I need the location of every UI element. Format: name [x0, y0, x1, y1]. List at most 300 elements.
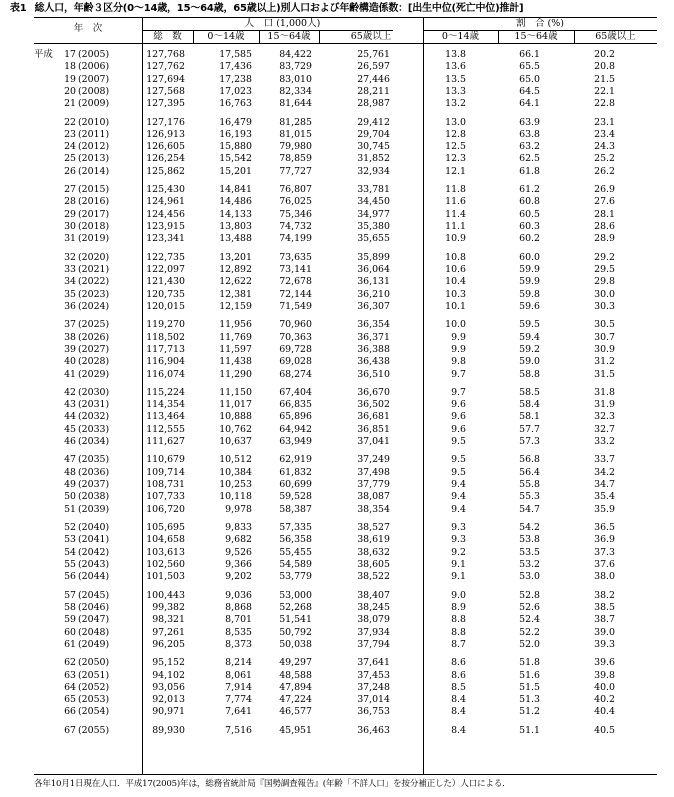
cell-pop-15-64: 49,297 [279, 657, 312, 669]
cell-year [34, 196, 142, 208]
cell-pop-15-64: 76,807 [279, 184, 312, 196]
cell-ratio-0-14: 8.6 [451, 657, 466, 669]
heisei-year: 19 [64, 73, 76, 85]
cell-ratio-0-14: 8.4 [451, 706, 466, 718]
cell-ratio-65-plus: 29.5 [594, 264, 615, 276]
cell-year [34, 491, 142, 503]
cell-ratio-0-14: 11.1 [445, 221, 466, 233]
western-year: (2040) [78, 522, 110, 534]
cell-ratio-65-plus: 34.7 [594, 479, 615, 491]
cell-total: 120,015 [146, 300, 185, 312]
heisei-year: 47 [64, 454, 76, 466]
heisei-year: 50 [64, 491, 76, 503]
table-row [34, 233, 615, 245]
cell-pop-15-64: 69,728 [279, 343, 312, 355]
cell-ratio-0-14: 8.5 [451, 681, 466, 693]
cell-total: 127,176 [146, 116, 185, 128]
western-year: (2006) [78, 61, 110, 73]
cell-ratio-15-64: 66.1 [519, 49, 540, 60]
cell-total: 120,735 [146, 288, 185, 300]
cell-total: 124,456 [146, 208, 185, 220]
cell-ratio-15-64: 52.0 [519, 638, 540, 650]
cell-pop-15-64: 74,732 [279, 221, 312, 233]
table-row [34, 129, 615, 141]
cell-ratio-65-plus: 39.8 [594, 669, 615, 681]
cell-year [34, 657, 142, 669]
cell-ratio-15-64: 63.9 [519, 116, 540, 128]
heisei-year: 65 [64, 694, 76, 706]
table-row [34, 301, 615, 313]
western-year: (2031) [78, 399, 110, 411]
cell-pop-65-plus: 36,510 [357, 368, 390, 380]
cell-pop-15-64: 47,224 [279, 694, 312, 706]
cell-ratio-65-plus: 31.8 [594, 386, 615, 398]
cell-year [34, 356, 142, 368]
cell-pop-65-plus: 37,498 [357, 466, 390, 478]
cell-ratio-65-plus: 32.3 [594, 411, 615, 423]
cell-year [34, 141, 142, 153]
western-year: (2036) [78, 466, 110, 478]
cell-ratio-0-14: 13.8 [445, 49, 466, 60]
table-row [34, 436, 615, 448]
cell-ratio-15-64: 56.4 [519, 466, 540, 478]
cell-pop-0-14: 9,682 [225, 534, 252, 546]
cell-pop-65-plus: 35,380 [357, 221, 390, 233]
cell-pop-15-64: 57,335 [279, 522, 312, 534]
cell-pop-65-plus: 37,779 [357, 479, 390, 491]
cell-ratio-65-plus: 30.7 [594, 331, 615, 343]
cell-ratio-0-14: 11.4 [445, 208, 466, 220]
col-header-ratio-0-14: 0～14歳 [441, 31, 480, 42]
cell-pop-0-14: 12,381 [219, 288, 252, 300]
cell-ratio-65-plus: 28.1 [594, 208, 615, 220]
cell-pop-15-64: 84,422 [279, 49, 312, 60]
heisei-year: 56 [64, 571, 76, 583]
table-row [34, 694, 615, 706]
table-row [34, 614, 615, 626]
cell-ratio-15-64: 57.7 [519, 423, 540, 435]
western-year: (2053) [78, 694, 110, 706]
table-row [34, 467, 615, 479]
cell-total: 111,627 [146, 436, 185, 448]
cell-pop-15-64: 76,025 [279, 196, 312, 208]
cell-year [34, 522, 142, 534]
heisei-year: 39 [64, 343, 76, 355]
table-title-text: 総人口，年齢３区分(0～14歳，15～64歳，65歳以上)別人口および年齢構造係数：[出生中位(死亡中位)推計] [34, 3, 524, 14]
heisei-year: 42 [64, 386, 76, 398]
cell-ratio-0-14: 8.9 [451, 601, 466, 613]
cell-year [34, 61, 142, 73]
cell-pop-0-14: 8,214 [225, 657, 252, 669]
cell-pop-0-14: 10,384 [219, 466, 252, 478]
cell-year [34, 411, 142, 423]
table-row [34, 319, 615, 331]
cell-ratio-15-64: 51.6 [519, 669, 540, 681]
cell-pop-15-64: 54,589 [279, 558, 312, 570]
western-year: (2022) [78, 276, 110, 288]
cell-pop-65-plus: 36,131 [357, 276, 390, 288]
table-row [34, 332, 615, 344]
cell-pop-15-64: 52,268 [279, 601, 312, 613]
cell-ratio-15-64: 56.8 [519, 454, 540, 466]
cell-ratio-15-64: 58.8 [519, 368, 540, 380]
western-year: (2038) [78, 491, 110, 503]
cell-pop-65-plus: 38,354 [357, 503, 390, 515]
cell-pop-15-64: 46,577 [279, 706, 312, 718]
cell-total: 125,862 [146, 165, 185, 177]
cell-ratio-65-plus: 40.4 [594, 706, 615, 718]
table-row [34, 166, 615, 178]
cell-pop-65-plus: 36,307 [357, 300, 390, 312]
heisei-year: 17 [64, 49, 76, 60]
cell-total: 110,679 [146, 454, 185, 466]
cell-pop-15-64: 61,832 [279, 466, 312, 478]
cell-pop-65-plus: 28,987 [357, 98, 390, 110]
cell-ratio-65-plus: 27.6 [594, 196, 615, 208]
cell-ratio-0-14: 9.3 [451, 534, 466, 546]
cell-ratio-65-plus: 20.2 [594, 49, 615, 60]
cell-ratio-65-plus: 32.7 [594, 423, 615, 435]
table-row [34, 344, 615, 356]
table-row [34, 504, 615, 516]
cell-ratio-15-64: 60.2 [519, 233, 540, 245]
table-row [34, 117, 615, 129]
cell-ratio-65-plus: 36.5 [594, 522, 615, 534]
cell-ratio-15-64: 63.8 [519, 128, 540, 140]
cell-total: 93,056 [152, 681, 185, 693]
cell-year [34, 289, 142, 301]
cell-year [34, 424, 142, 436]
table-row [34, 221, 615, 233]
cell-pop-0-14: 11,597 [219, 343, 252, 355]
cell-pop-0-14: 16,479 [219, 116, 252, 128]
cell-ratio-0-14: 9.6 [451, 411, 466, 423]
cell-year [34, 454, 142, 466]
header-bottom-rule [34, 43, 657, 44]
table-row [34, 559, 615, 571]
heisei-year: 34 [64, 276, 76, 288]
western-year: (2028) [78, 356, 110, 368]
cell-pop-0-14: 9,978 [225, 503, 252, 515]
cell-total: 105,695 [146, 522, 185, 534]
cell-pop-0-14: 14,841 [219, 184, 252, 196]
cell-total: 113,464 [146, 411, 185, 423]
cell-pop-0-14: 11,769 [219, 331, 252, 343]
cell-ratio-15-64: 57.3 [519, 436, 540, 448]
cell-pop-0-14: 11,150 [219, 386, 252, 398]
cell-ratio-0-14: 13.2 [445, 98, 466, 110]
table-row [34, 141, 615, 153]
cell-pop-65-plus: 36,064 [357, 264, 390, 276]
cell-ratio-65-plus: 29.8 [594, 276, 615, 288]
cell-pop-15-64: 78,859 [279, 153, 312, 165]
cell-pop-0-14: 10,118 [219, 491, 252, 503]
western-year: (2010) [78, 116, 110, 128]
ratio-group-header: 割 合 (%) [516, 18, 564, 29]
cell-ratio-0-14: 12.8 [445, 128, 466, 140]
cell-year [34, 639, 142, 651]
cell-ratio-0-14: 9.5 [451, 454, 466, 466]
cell-ratio-15-64: 64.1 [519, 98, 540, 110]
table-row [34, 184, 615, 196]
col-header-age-65-plus: 65歳以上 [350, 31, 392, 42]
western-year: (2018) [78, 221, 110, 233]
cell-pop-0-14: 14,133 [219, 208, 252, 220]
cell-pop-65-plus: 36,753 [357, 706, 390, 718]
cell-year [34, 369, 142, 381]
cell-ratio-15-64: 58.5 [519, 386, 540, 398]
cell-pop-0-14: 17,023 [219, 85, 252, 97]
cell-ratio-0-14: 9.7 [451, 386, 466, 398]
cell-year [34, 504, 142, 516]
cell-year [34, 319, 142, 331]
cell-year [34, 301, 142, 313]
cell-year [34, 614, 142, 626]
cell-ratio-0-14: 13.6 [445, 61, 466, 73]
heisei-year: 46 [64, 436, 76, 448]
cell-ratio-0-14: 9.9 [451, 343, 466, 355]
cell-pop-0-14: 8,868 [225, 601, 252, 613]
cell-ratio-0-14: 10.4 [445, 276, 466, 288]
cell-total: 123,915 [146, 221, 185, 233]
cell-ratio-15-64: 59.9 [519, 276, 540, 288]
cell-ratio-65-plus: 37.6 [594, 558, 615, 570]
cell-ratio-0-14: 10.0 [445, 319, 466, 331]
cell-pop-0-14: 16,193 [219, 128, 252, 140]
cell-ratio-65-plus: 33.7 [594, 454, 615, 466]
cell-pop-65-plus: 38,079 [357, 614, 390, 626]
cell-ratio-0-14: 8.7 [451, 638, 466, 650]
table-row [34, 479, 615, 491]
cell-total: 90,971 [152, 706, 185, 718]
cell-pop-15-64: 47,894 [279, 681, 312, 693]
cell-total: 99,382 [152, 601, 185, 613]
cell-ratio-65-plus: 37.3 [594, 546, 615, 558]
cell-pop-65-plus: 38,087 [357, 491, 390, 503]
cell-pop-0-14: 13,488 [219, 233, 252, 245]
cell-pop-15-64: 59,528 [279, 491, 312, 503]
cell-pop-0-14: 8,701 [225, 614, 252, 626]
cell-pop-15-64: 62,919 [279, 454, 312, 466]
cell-pop-65-plus: 37,453 [357, 669, 390, 681]
cell-total: 122,097 [146, 264, 185, 276]
cell-ratio-65-plus: 39.0 [594, 626, 615, 638]
cell-pop-65-plus: 32,934 [357, 165, 390, 177]
cell-total: 115,224 [146, 386, 185, 398]
cell-ratio-65-plus: 38.2 [594, 589, 615, 601]
table-row [34, 571, 615, 583]
cell-ratio-65-plus: 26.9 [594, 184, 615, 196]
cell-pop-65-plus: 29,704 [357, 128, 390, 140]
cell-ratio-15-64: 60.5 [519, 208, 540, 220]
cell-pop-15-64: 70,960 [279, 319, 312, 331]
cell-ratio-0-14: 9.7 [451, 368, 466, 380]
cell-pop-0-14: 12,892 [219, 264, 252, 276]
cell-ratio-65-plus: 39.6 [594, 657, 615, 669]
table-row [34, 74, 615, 86]
cell-ratio-0-14: 9.4 [451, 503, 466, 515]
table-row [34, 411, 615, 423]
footnote: 各年10月1日現在人口．平成17(2005)年は，総務省統計局『国勢調査報告』(年齢「不詳人口」を按分補正した）人口による． [34, 779, 511, 789]
cell-pop-0-14: 11,956 [219, 319, 252, 331]
cell-ratio-15-64: 64.5 [519, 85, 540, 97]
cell-ratio-0-14: 11.6 [445, 196, 466, 208]
western-year: (2027) [78, 343, 110, 355]
cell-pop-15-64: 66,835 [279, 399, 312, 411]
cell-total: 89,930 [152, 724, 185, 736]
heisei-year: 36 [64, 300, 76, 312]
heisei-year: 63 [64, 669, 76, 681]
cell-pop-65-plus: 38,619 [357, 534, 390, 546]
table-row [34, 49, 615, 61]
western-year: (2048) [78, 626, 110, 638]
cell-pop-0-14: 17,436 [219, 61, 252, 73]
heisei-year: 57 [64, 589, 76, 601]
cell-year [34, 436, 142, 448]
cell-pop-65-plus: 38,245 [357, 601, 390, 613]
cell-year [34, 590, 142, 602]
cell-ratio-15-64: 65.5 [519, 61, 540, 73]
cell-pop-0-14: 7,516 [225, 724, 252, 736]
cell-ratio-65-plus: 38.5 [594, 601, 615, 613]
cell-pop-15-64: 79,980 [279, 141, 312, 153]
cell-pop-0-14: 11,438 [219, 356, 252, 368]
cell-pop-65-plus: 36,210 [357, 288, 390, 300]
cell-pop-0-14: 9,366 [225, 558, 252, 570]
heisei-year: 43 [64, 399, 76, 411]
cell-pop-0-14: 15,201 [219, 165, 252, 177]
table-title [10, 3, 523, 15]
cell-ratio-0-14: 10.8 [445, 251, 466, 263]
cell-ratio-15-64: 51.3 [519, 694, 540, 706]
table-row [34, 196, 615, 208]
table-row [34, 424, 615, 436]
table-row [34, 86, 615, 98]
table-row [34, 276, 615, 288]
cell-pop-0-14: 15,542 [219, 153, 252, 165]
cell-ratio-0-14: 13.0 [445, 116, 466, 128]
cell-ratio-15-64: 53.2 [519, 558, 540, 570]
cell-ratio-0-14: 8.8 [451, 626, 466, 638]
cell-ratio-15-64: 51.5 [519, 681, 540, 693]
cell-pop-0-14: 8,373 [225, 638, 252, 650]
western-year: (2054) [78, 706, 110, 718]
western-year: (2008) [78, 85, 110, 97]
western-year: (2014) [78, 165, 110, 177]
era-label: 平成 [34, 49, 53, 60]
heisei-year: 32 [64, 251, 76, 263]
heisei-year: 22 [64, 116, 76, 128]
cell-total: 121,430 [146, 276, 185, 288]
cell-year [34, 184, 142, 196]
cell-pop-65-plus: 33,781 [357, 184, 390, 196]
heisei-year: 25 [64, 153, 76, 165]
cell-pop-0-14: 10,512 [219, 454, 252, 466]
cell-ratio-15-64: 60.0 [519, 251, 540, 263]
heisei-year: 31 [64, 233, 76, 245]
cell-year [34, 725, 142, 737]
cell-pop-0-14: 12,159 [219, 300, 252, 312]
cell-ratio-0-14: 13.3 [445, 85, 466, 97]
cell-pop-15-64: 50,792 [279, 626, 312, 638]
cell-pop-15-64: 64,942 [279, 423, 312, 435]
cell-ratio-0-14: 9.1 [451, 558, 466, 570]
cell-ratio-0-14: 9.4 [451, 491, 466, 503]
population-table [34, 17, 657, 774]
cell-total: 104,658 [146, 534, 185, 546]
cell-ratio-0-14: 13.5 [445, 73, 466, 85]
table-row [34, 657, 615, 669]
cell-pop-15-64: 68,274 [279, 368, 312, 380]
cell-pop-0-14: 9,202 [225, 571, 252, 583]
cell-ratio-65-plus: 36.9 [594, 534, 615, 546]
heisei-year: 54 [64, 546, 76, 558]
cell-pop-65-plus: 38,527 [357, 522, 390, 534]
cell-pop-65-plus: 35,655 [357, 233, 390, 245]
cell-ratio-15-64: 53.0 [519, 571, 540, 583]
col-header-ratio-65-plus: 65歳以上 [595, 31, 636, 42]
cell-pop-65-plus: 37,641 [357, 657, 390, 669]
cell-pop-65-plus: 36,681 [357, 411, 390, 423]
cell-pop-15-64: 72,144 [279, 288, 312, 300]
western-year: (2025) [78, 319, 110, 331]
cell-pop-0-14: 10,888 [219, 411, 252, 423]
heisei-year: 48 [64, 466, 76, 478]
cell-total: 116,074 [146, 368, 185, 380]
cell-ratio-15-64: 53.5 [519, 546, 540, 558]
cell-year [34, 74, 142, 86]
table-row [34, 491, 615, 503]
cell-ratio-0-14: 9.8 [451, 356, 466, 368]
cell-ratio-0-14: 9.3 [451, 522, 466, 534]
cell-year [34, 602, 142, 614]
cell-pop-15-64: 72,678 [279, 276, 312, 288]
cell-year [34, 344, 142, 356]
table-row [34, 682, 615, 694]
cell-pop-0-14: 17,585 [219, 49, 252, 60]
cell-pop-15-64: 60,699 [279, 479, 312, 491]
cell-pop-65-plus: 36,371 [357, 331, 390, 343]
heisei-year: 21 [64, 98, 76, 110]
heisei-year: 44 [64, 411, 76, 423]
cell-ratio-15-64: 52.8 [519, 589, 540, 601]
cell-ratio-15-64: 60.3 [519, 221, 540, 233]
col-header-total: 総 数 [153, 31, 182, 42]
western-year: (2024) [78, 300, 110, 312]
western-year: (2021) [78, 264, 110, 276]
cell-total: 127,694 [146, 73, 185, 85]
cell-ratio-15-64: 59.4 [519, 331, 540, 343]
cell-pop-0-14: 9,833 [225, 522, 252, 534]
cell-pop-0-14: 8,535 [225, 626, 252, 638]
western-year: (2035) [78, 454, 110, 466]
cell-pop-65-plus: 38,407 [357, 589, 390, 601]
cell-ratio-15-64: 59.9 [519, 264, 540, 276]
cell-total: 124,961 [146, 196, 185, 208]
cell-ratio-15-64: 51.2 [519, 706, 540, 718]
cell-pop-15-64: 55,455 [279, 546, 312, 558]
cell-ratio-15-64: 59.2 [519, 343, 540, 355]
cell-ratio-0-14: 11.8 [445, 184, 466, 196]
western-year: (2013) [78, 153, 110, 165]
cell-pop-15-64: 48,588 [279, 669, 312, 681]
cell-pop-0-14: 17,238 [219, 73, 252, 85]
cell-year [34, 221, 142, 233]
heisei-year: 49 [64, 479, 76, 491]
heisei-year: 59 [64, 614, 76, 626]
western-year: (2032) [78, 411, 110, 423]
cell-pop-65-plus: 37,014 [357, 694, 390, 706]
